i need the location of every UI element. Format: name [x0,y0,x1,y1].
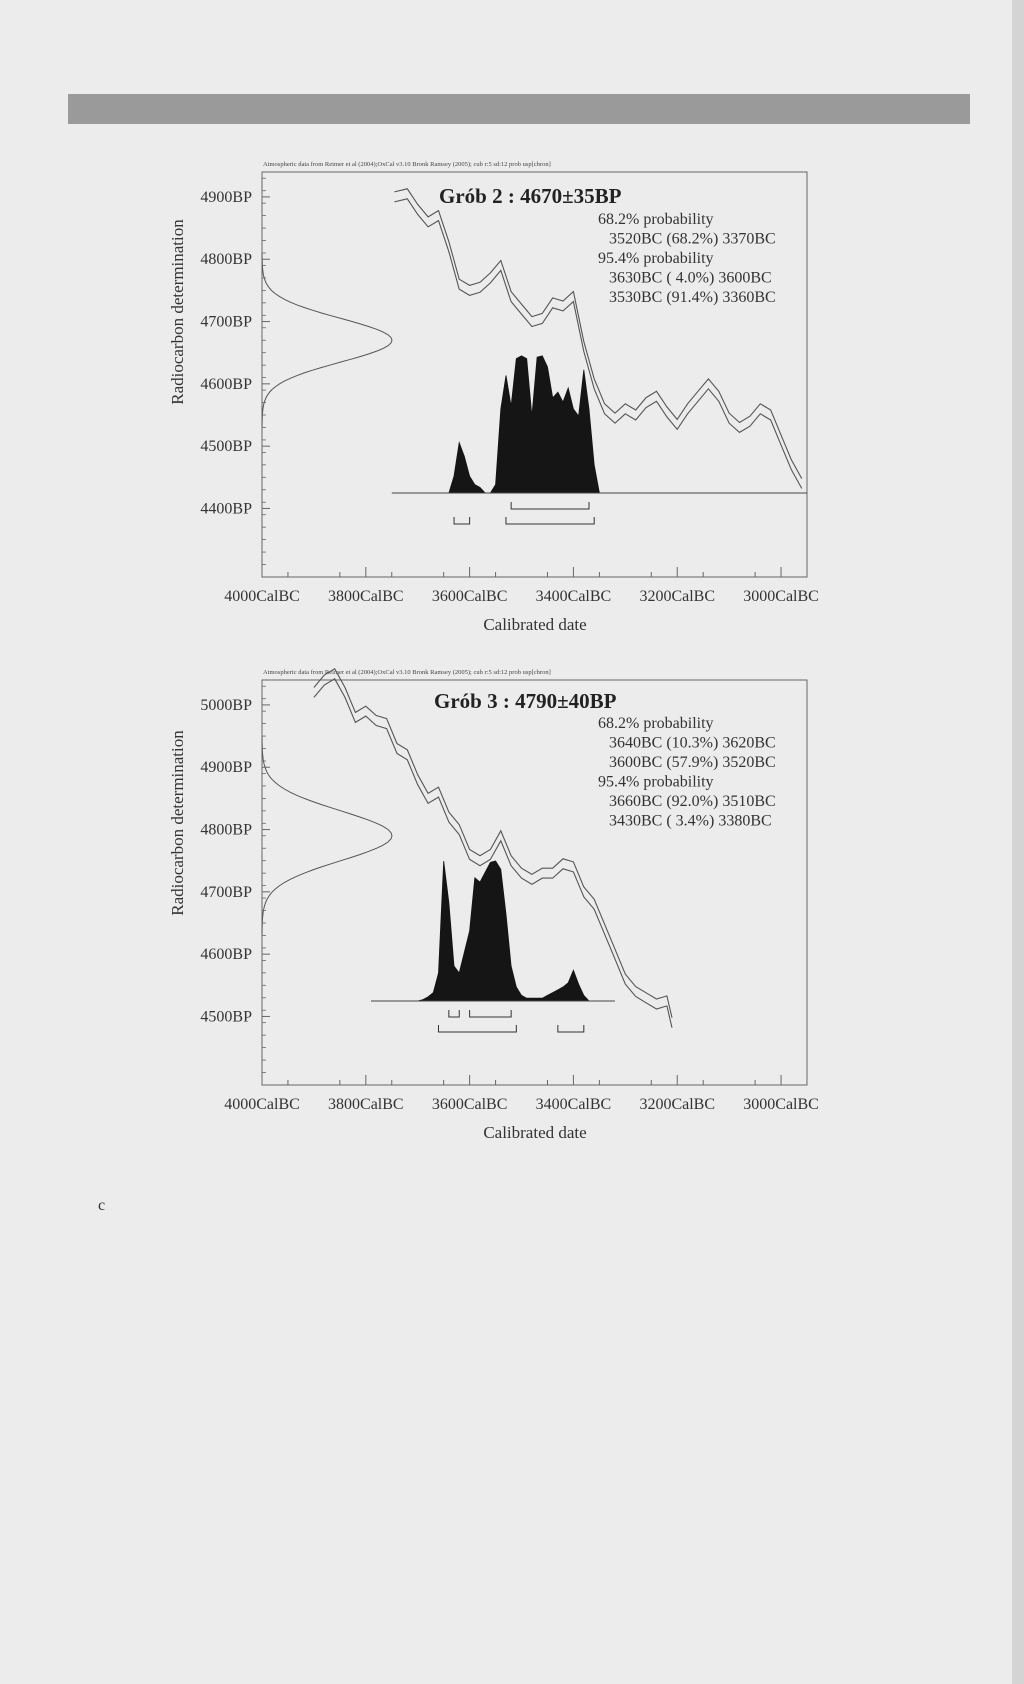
measurement-gaussian [262,736,392,935]
y-axis-ticks [200,686,270,1085]
probability-area [449,356,600,493]
y-tick-label: 4700BP [200,313,252,331]
range-95-bracket [558,1025,584,1032]
x-tick-label: 3200CalBC [639,588,716,605]
x-tick-label: 3600CalBC [431,1096,508,1113]
y-tick-label: 4500BP [200,438,252,456]
y-tick-label: 4600BP [200,946,252,964]
chart-title: Grób 2 : 4670±35BP [439,184,622,208]
x-axis-label: Calibrated date [483,1123,587,1142]
x-tick-label: 3200CalBC [639,1096,716,1113]
probability-heading: 68.2% probability [598,715,714,732]
y-tick-label: 4600BP [200,375,252,393]
x-tick-label: 3400CalBC [535,588,612,605]
x-axis-ticks [224,567,819,605]
y-tick-label: 4800BP [200,821,252,839]
y-tick-label: 4400BP [200,500,252,518]
probability-distribution [392,356,807,524]
probability-range: 3520BC (68.2%) 3370BC [609,230,776,248]
probability-heading: 68.2% probability [598,211,714,228]
x-tick-label: 3000CalBC [743,588,819,605]
probability-summary [598,715,776,830]
y-axis-label: Radiocarbon determination [168,219,187,405]
x-tick-label: 3600CalBC [431,588,508,605]
probability-range: 3530BC (91.4%) 3360BC [609,289,776,306]
chart-header: Atmospheric data from Reimer et al (2004);OxCal v3.10 Bronk Ramsey (2005); cub r:5 sd:12 prob usp[chron] [263,669,551,676]
probability-heading: 95.4% probability [598,773,714,791]
x-tick-label: 3400CalBC [535,1096,612,1113]
caption-letter: c [98,1197,106,1214]
range-95-bracket [506,517,594,524]
chart-svg [0,658,1024,1178]
x-tick-label: 3000CalBC [743,1096,819,1113]
measurement-curve [262,253,392,428]
chart-header: Atmospheric data from Reimer et al (2004);OxCal v3.10 Bronk Ramsey (2005); cub r:5 sd:12 prob usp[chron] [263,161,551,168]
calibration-plot-grob-3 [0,658,1024,1178]
probability-range: 3660BC (92.0%) 3510BC [609,793,776,810]
range-68-bracket [449,1010,459,1017]
header-band [68,94,970,124]
y-tick-label: 4900BP [200,759,252,777]
x-tick-label: 4000CalBC [224,1096,300,1113]
x-axis-label: Calibrated date [483,615,587,634]
y-axis-ticks [200,178,270,577]
caption-line [70,1190,980,1221]
chart-svg [0,150,1024,670]
range-68-bracket [511,502,589,509]
x-axis-ticks [224,1075,819,1113]
probability-distribution [371,861,615,1032]
y-axis-label: Radiocarbon determination [168,730,187,916]
probability-range: 3640BC (10.3%) 3620BC [609,734,776,752]
probability-heading: 95.4% probability [598,250,714,267]
probability-range: 3600BC (57.9%) 3520BC [609,754,776,771]
y-tick-label: 4700BP [200,883,252,901]
y-tick-label: 5000BP [200,696,252,714]
x-tick-label: 3800CalBC [328,588,404,605]
y-tick-label: 4800BP [200,251,252,269]
x-tick-label: 3800CalBC [328,1096,404,1113]
y-tick-label: 4500BP [200,1008,252,1026]
x-tick-label: 4000CalBC [224,588,300,605]
probability-area [418,861,589,1001]
chart-title: Grób 3 : 4790±40BP [434,689,617,713]
measurement-curve [262,736,392,935]
range-95-bracket [454,517,470,524]
y-tick-label: 4900BP [200,188,252,206]
probability-range: 3430BC ( 3.4%) 3380BC [609,812,772,830]
probability-range: 3630BC ( 4.0%) 3600BC [609,269,772,287]
measurement-gaussian [262,253,392,428]
range-68-bracket [470,1010,512,1017]
range-95-bracket [438,1025,516,1032]
calibration-plot-grob-2 [0,150,1024,670]
probability-summary [598,211,776,306]
